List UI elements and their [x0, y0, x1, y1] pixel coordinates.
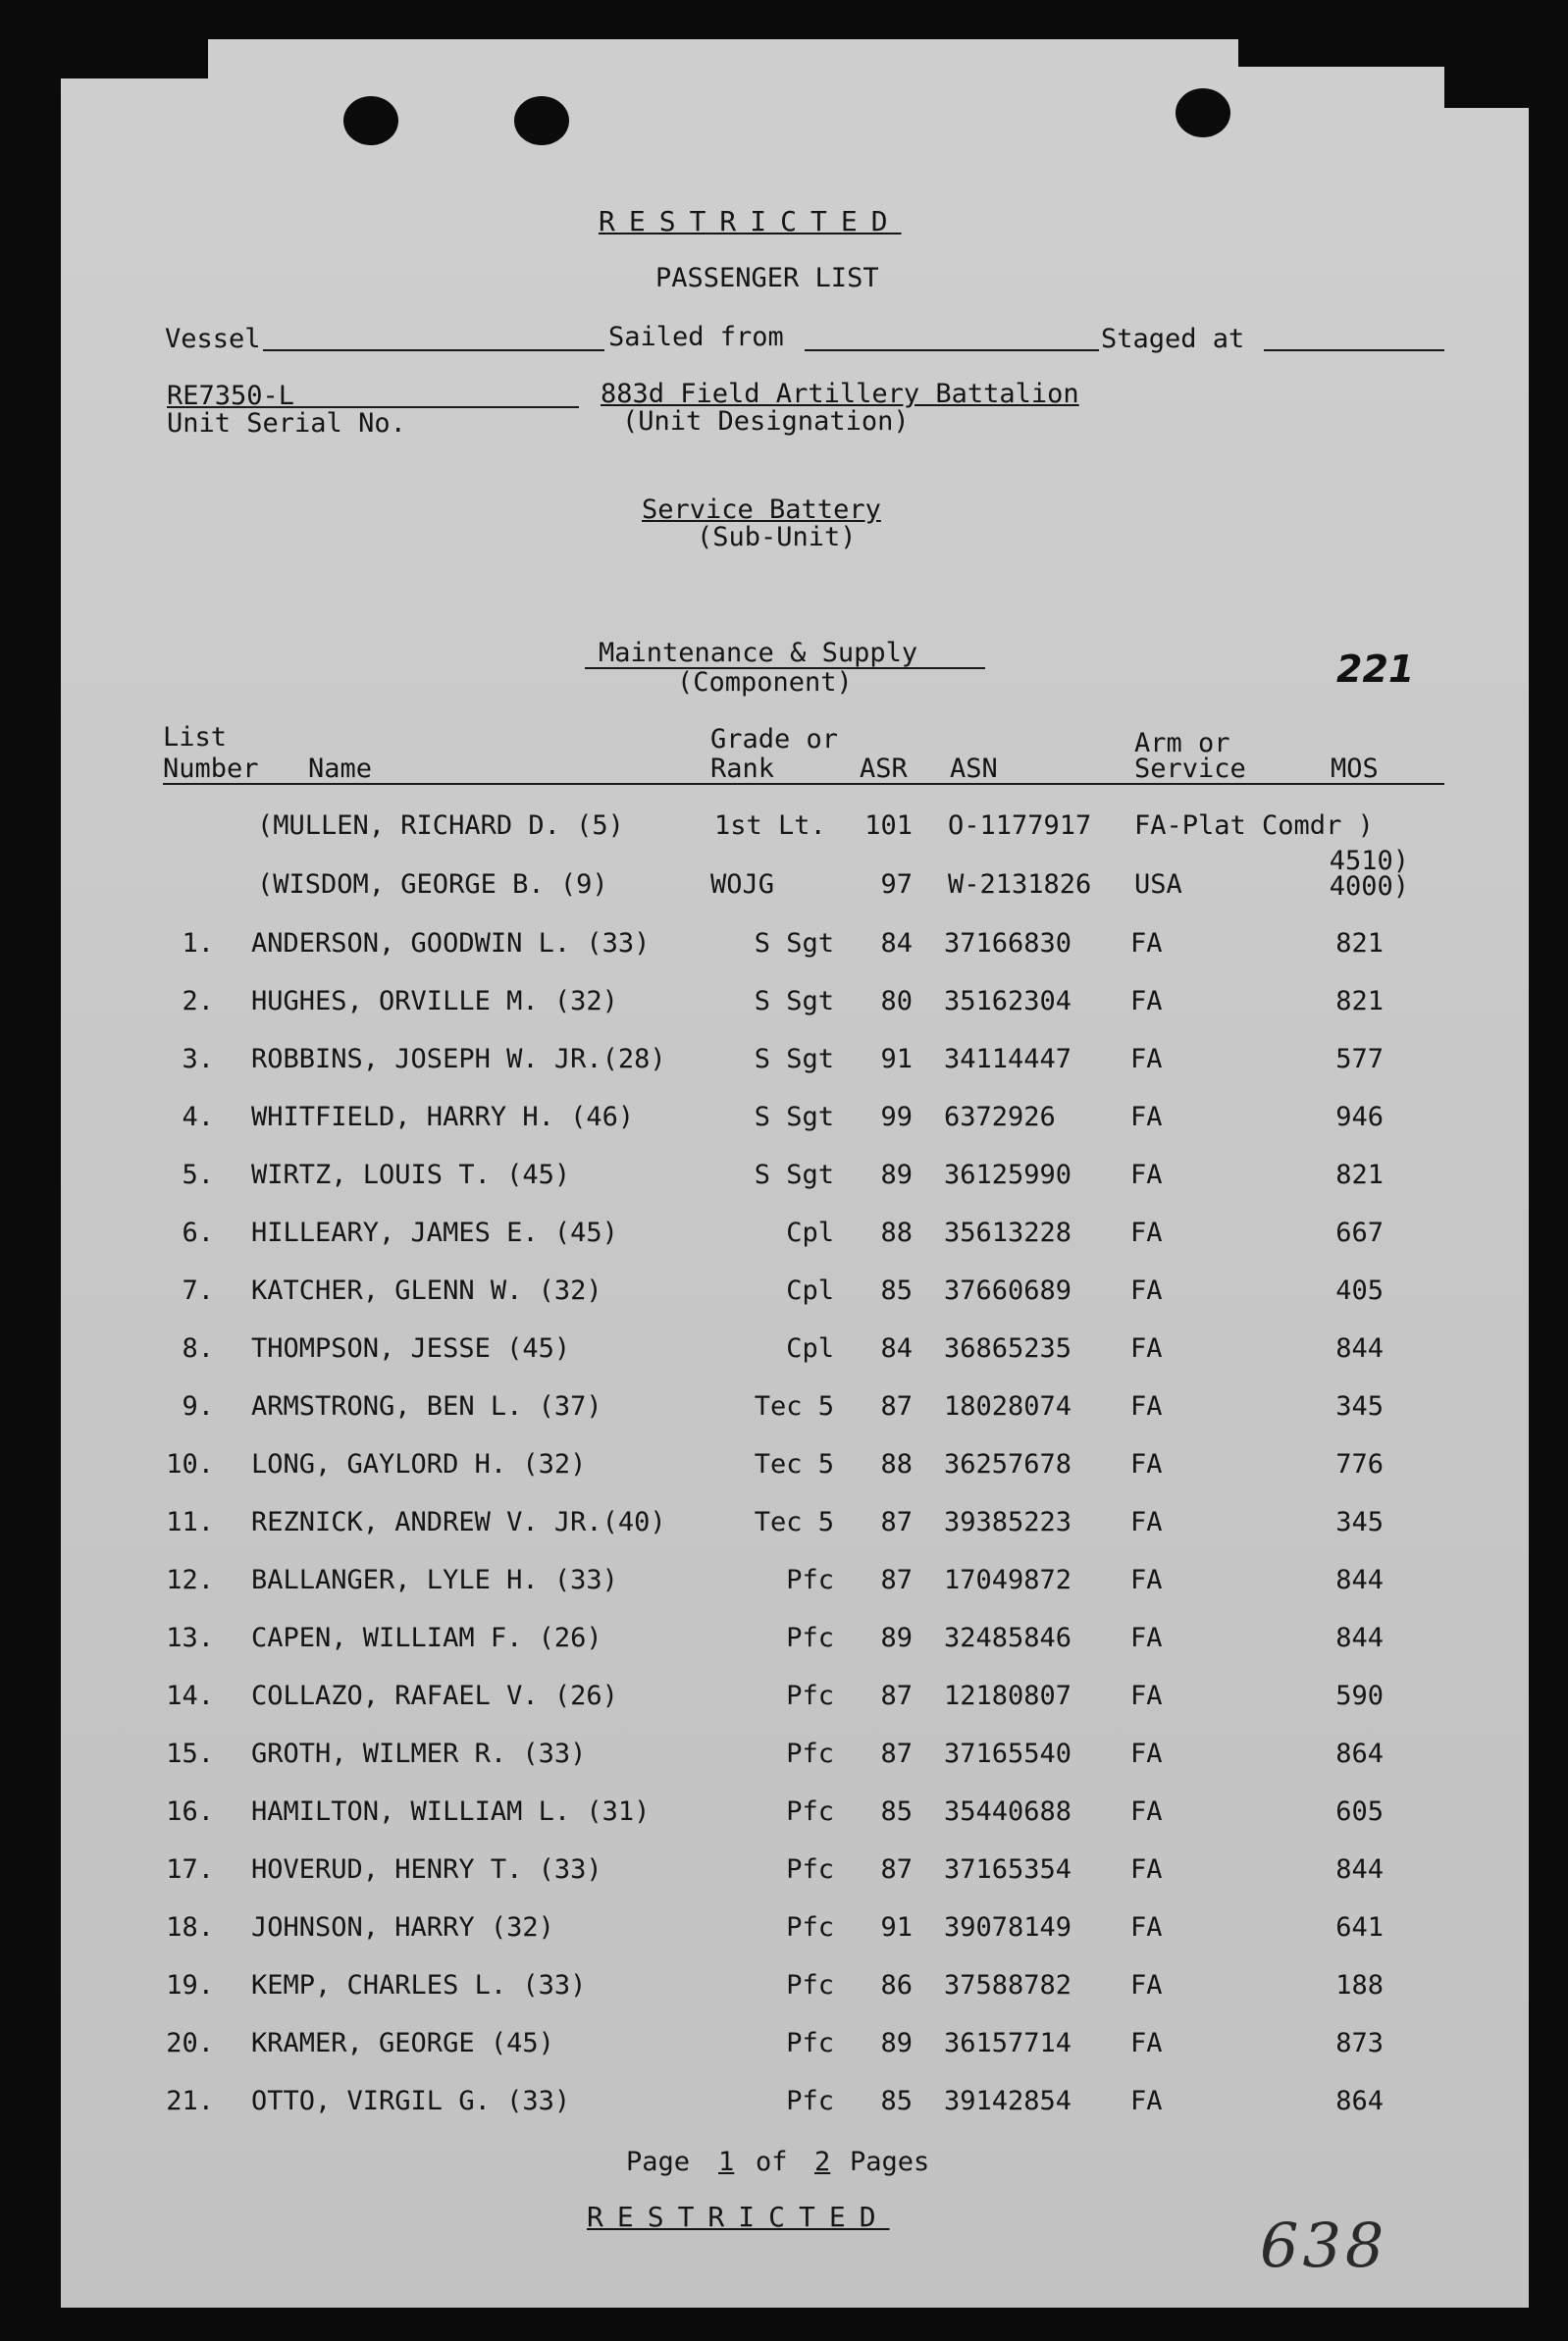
- passenger-asr: 89: [880, 1160, 913, 1190]
- officer-name: (WISDOM, GEORGE B. (9): [257, 869, 608, 900]
- list-number: 1.: [182, 928, 214, 959]
- passenger-mos: 864: [1335, 2086, 1384, 2116]
- passenger-asr: 87: [880, 1507, 913, 1537]
- passenger-rank: Cpl: [786, 1333, 834, 1364]
- passenger-name: THOMPSON, JESSE (45): [251, 1333, 571, 1364]
- passenger-arm: FA: [1130, 1102, 1163, 1132]
- passenger-mos: 821: [1335, 1160, 1384, 1190]
- passenger-name: CAPEN, WILLIAM F. (26): [251, 1623, 602, 1653]
- passenger-name: GROTH, WILMER R. (33): [251, 1739, 587, 1769]
- officer-rank: WOJG: [710, 869, 775, 900]
- passenger-asr: 86: [880, 1970, 913, 2001]
- passenger-asr: 85: [880, 1796, 913, 1827]
- passenger-asr: 91: [880, 1912, 913, 1943]
- restricted-top: RESTRICTED: [599, 205, 902, 237]
- passenger-name: JOHNSON, HARRY (32): [251, 1912, 554, 1943]
- passenger-arm: FA: [1130, 1912, 1163, 1943]
- officer-name: (MULLEN, RICHARD D. (5): [257, 810, 624, 841]
- col-list-1: List: [163, 722, 228, 753]
- passenger-mos: 844: [1335, 1565, 1384, 1595]
- passenger-rank: Pfc: [786, 1565, 834, 1595]
- passenger-arm: FA: [1130, 1854, 1163, 1885]
- passenger-asr: 80: [880, 986, 913, 1016]
- subunit-label: (Sub-Unit): [697, 522, 857, 552]
- passenger-arm: FA: [1130, 1565, 1163, 1595]
- passenger-arm: FA: [1130, 1507, 1163, 1537]
- page-total: 2: [814, 2147, 831, 2177]
- page-current: 1: [718, 2147, 735, 2177]
- passenger-asr: 85: [880, 1275, 913, 1306]
- passenger-rank: Pfc: [786, 1912, 834, 1943]
- passenger-rank: Tec 5: [754, 1449, 834, 1480]
- passenger-asn: 36865235: [944, 1333, 1072, 1364]
- col-asn: ASN: [950, 754, 998, 784]
- passenger-asn: 37165540: [944, 1739, 1072, 1769]
- passenger-name: HUGHES, ORVILLE M. (32): [251, 986, 618, 1016]
- passenger-rank: S Sgt: [754, 1044, 834, 1074]
- torn-edge: [61, 39, 208, 78]
- list-number: 2.: [182, 986, 214, 1016]
- passenger-asn: 39078149: [944, 1912, 1072, 1943]
- passenger-mos: 667: [1335, 1218, 1384, 1248]
- vessel-label: Vessel: [165, 324, 261, 354]
- punch-hole: [343, 96, 398, 145]
- officer-asn: W-2131826: [948, 869, 1092, 900]
- passenger-arm: FA: [1130, 1391, 1163, 1422]
- passenger-mos: 345: [1335, 1391, 1384, 1422]
- passenger-rank: Pfc: [786, 1854, 834, 1885]
- list-number: 9.: [182, 1391, 214, 1422]
- passenger-asn: 37588782: [944, 1970, 1072, 2001]
- passenger-name: ARMSTRONG, BEN L. (37): [251, 1391, 602, 1422]
- passenger-rank: Pfc: [786, 1623, 834, 1653]
- list-number: 18.: [166, 1912, 214, 1943]
- passenger-asr: 84: [880, 928, 913, 959]
- passenger-asr: 89: [880, 2028, 913, 2058]
- passenger-rank: Tec 5: [754, 1391, 834, 1422]
- passenger-arm: FA: [1130, 1970, 1163, 2001]
- passenger-asr: 87: [880, 1565, 913, 1595]
- list-number: 17.: [166, 1854, 214, 1885]
- passenger-asn: 36125990: [944, 1160, 1072, 1190]
- page-prefix: Page: [626, 2147, 691, 2177]
- passenger-name: KRAMER, GEORGE (45): [251, 2028, 554, 2058]
- passenger-name: OTTO, VIRGIL G. (33): [251, 2086, 571, 2116]
- passenger-rank: S Sgt: [754, 986, 834, 1016]
- passenger-mos: 605: [1335, 1796, 1384, 1827]
- passenger-name: KATCHER, GLENN W. (32): [251, 1275, 602, 1306]
- officer-mos: 4000): [1329, 871, 1409, 902]
- list-number: 12.: [166, 1565, 214, 1595]
- passenger-name: REZNICK, ANDREW V. JR.(40): [251, 1507, 666, 1537]
- officer-asr: 101: [864, 810, 913, 841]
- passenger-asr: 88: [880, 1449, 913, 1480]
- passenger-arm: FA: [1130, 1044, 1163, 1074]
- passenger-asn: 35440688: [944, 1796, 1072, 1827]
- list-number: 10.: [166, 1449, 214, 1480]
- passenger-asr: 87: [880, 1854, 913, 1885]
- passenger-asn: 39142854: [944, 2086, 1072, 2116]
- passenger-asr: 88: [880, 1218, 913, 1248]
- passenger-name: BALLANGER, LYLE H. (33): [251, 1565, 618, 1595]
- passenger-mos: 577: [1335, 1044, 1384, 1074]
- list-number: 7.: [182, 1275, 214, 1306]
- passenger-asn: 37166830: [944, 928, 1072, 959]
- list-number: 4.: [182, 1102, 214, 1132]
- passenger-name: KEMP, CHARLES L. (33): [251, 1970, 587, 2001]
- header-rule: [163, 783, 1444, 785]
- passenger-name: LONG, GAYLORD H. (32): [251, 1449, 587, 1480]
- list-number: 20.: [166, 2028, 214, 2058]
- list-number: 3.: [182, 1044, 214, 1074]
- staged-at-blank: [1264, 349, 1444, 351]
- passenger-asr: 84: [880, 1333, 913, 1364]
- passenger-rank: S Sgt: [754, 928, 834, 959]
- passenger-arm: FA: [1130, 1333, 1163, 1364]
- page-of: of: [756, 2147, 788, 2177]
- passenger-arm: FA: [1130, 1739, 1163, 1769]
- officer-mos: 4510): [1329, 846, 1409, 876]
- passenger-arm: FA: [1130, 928, 1163, 959]
- passenger-arm: FA: [1130, 2086, 1163, 2116]
- passenger-name: COLLAZO, RAFAEL V. (26): [251, 1681, 618, 1711]
- passenger-asn: 6372926: [944, 1102, 1056, 1132]
- passenger-mos: 405: [1335, 1275, 1384, 1306]
- passenger-asn: 37165354: [944, 1854, 1072, 1885]
- passenger-rank: Pfc: [786, 1796, 834, 1827]
- list-number: 6.: [182, 1218, 214, 1248]
- officer-asr: 97: [880, 869, 913, 900]
- col-list-2: Number: [163, 754, 259, 784]
- passenger-rank: Pfc: [786, 2028, 834, 2058]
- officer-rank: 1st Lt.: [714, 810, 826, 841]
- passenger-rank: Pfc: [786, 2086, 834, 2116]
- passenger-mos: 776: [1335, 1449, 1384, 1480]
- passenger-asr: 91: [880, 1044, 913, 1074]
- page-number-stamp: 221: [1336, 648, 1415, 691]
- subunit-value: Service Battery: [642, 494, 881, 525]
- passenger-mos: 946: [1335, 1102, 1384, 1132]
- passenger-asn: 36157714: [944, 2028, 1072, 2058]
- passenger-arm: FA: [1130, 1275, 1163, 1306]
- passenger-arm: FA: [1130, 2028, 1163, 2058]
- officer-arm: FA-Plat Comdr ): [1134, 810, 1374, 841]
- torn-edge: [1444, 39, 1529, 108]
- passenger-asr: 99: [880, 1102, 913, 1132]
- col-arm-1: Arm or: [1134, 728, 1230, 758]
- passenger-mos: 590: [1335, 1681, 1384, 1711]
- list-number: 14.: [166, 1681, 214, 1711]
- passenger-name: HAMILTON, WILLIAM L. (31): [251, 1796, 651, 1827]
- list-number: 21.: [166, 2086, 214, 2116]
- punch-hole: [1176, 88, 1230, 137]
- passenger-asn: 32485846: [944, 1623, 1072, 1653]
- handwritten-number: 638: [1260, 2210, 1388, 2281]
- passenger-asr: 89: [880, 1623, 913, 1653]
- vessel-blank: [263, 349, 604, 351]
- passenger-name: ANDERSON, GOODWIN L. (33): [251, 928, 651, 959]
- passenger-asr: 87: [880, 1391, 913, 1422]
- col-grade-2: Rank: [710, 754, 775, 784]
- passenger-mos: 345: [1335, 1507, 1384, 1537]
- passenger-asr: 87: [880, 1681, 913, 1711]
- passenger-arm: FA: [1130, 1218, 1163, 1248]
- passenger-mos: 821: [1335, 928, 1384, 959]
- passenger-asn: 39385223: [944, 1507, 1072, 1537]
- passenger-asn: 34114447: [944, 1044, 1072, 1074]
- list-number: 16.: [166, 1796, 214, 1827]
- passenger-asn: 18028074: [944, 1391, 1072, 1422]
- passenger-name: HILLEARY, JAMES E. (45): [251, 1218, 618, 1248]
- passenger-mos: 844: [1335, 1854, 1384, 1885]
- list-number: 11.: [166, 1507, 214, 1537]
- passenger-mos: 844: [1335, 1623, 1384, 1653]
- col-name: Name: [308, 754, 373, 784]
- passenger-rank: Tec 5: [754, 1507, 834, 1537]
- officer-arm: USA: [1134, 869, 1182, 900]
- col-mos: MOS: [1331, 754, 1379, 784]
- passenger-asn: 36257678: [944, 1449, 1072, 1480]
- staged-at-label: Staged at: [1101, 324, 1245, 354]
- passenger-asn: 35613228: [944, 1218, 1072, 1248]
- passenger-arm: FA: [1130, 1681, 1163, 1711]
- passenger-name: ROBBINS, JOSEPH W. JR.(28): [251, 1044, 666, 1074]
- passenger-mos: 864: [1335, 1739, 1384, 1769]
- list-number: 8.: [182, 1333, 214, 1364]
- passenger-mos: 821: [1335, 986, 1384, 1016]
- col-asr: ASR: [860, 754, 908, 784]
- passenger-rank: S Sgt: [754, 1160, 834, 1190]
- page-suffix: Pages: [850, 2147, 930, 2177]
- passenger-arm: FA: [1130, 1623, 1163, 1653]
- passenger-arm: FA: [1130, 986, 1163, 1016]
- unit-serial-label: Unit Serial No.: [167, 408, 406, 439]
- passenger-rank: S Sgt: [754, 1102, 834, 1132]
- col-arm-2: Service: [1134, 754, 1246, 784]
- col-grade-1: Grade or: [710, 724, 839, 754]
- passenger-mos: 873: [1335, 2028, 1384, 2058]
- passenger-asn: 35162304: [944, 986, 1072, 1016]
- list-number: 13.: [166, 1623, 214, 1653]
- passenger-rank: Pfc: [786, 1681, 834, 1711]
- passenger-asn: 37660689: [944, 1275, 1072, 1306]
- unit-serial-value: RE7350-L: [167, 381, 295, 411]
- passenger-arm: FA: [1130, 1160, 1163, 1190]
- passenger-mos: 188: [1335, 1970, 1384, 2001]
- passenger-name: HOVERUD, HENRY T. (33): [251, 1854, 602, 1885]
- passenger-asr: 85: [880, 2086, 913, 2116]
- component-value: Maintenance & Supply: [599, 638, 918, 668]
- passenger-rank: Pfc: [786, 1739, 834, 1769]
- officer-asn: O-1177917: [948, 810, 1092, 841]
- passenger-rank: Pfc: [786, 1970, 834, 2001]
- list-number: 5.: [182, 1160, 214, 1190]
- restricted-bottom: RESTRICTED: [587, 2201, 890, 2233]
- unit-designation-value: 883d Field Artillery Battalion: [601, 379, 1079, 409]
- passenger-name: WHITFIELD, HARRY H. (46): [251, 1102, 635, 1132]
- passenger-arm: FA: [1130, 1449, 1163, 1480]
- sailed-from-blank: [805, 349, 1099, 351]
- passenger-rank: Cpl: [786, 1275, 834, 1306]
- sailed-from-label: Sailed from: [608, 322, 784, 352]
- list-number: 19.: [166, 1970, 214, 2001]
- component-label: (Component): [677, 667, 853, 698]
- passenger-name: WIRTZ, LOUIS T. (45): [251, 1160, 571, 1190]
- passenger-mos: 844: [1335, 1333, 1384, 1364]
- punch-hole: [514, 96, 569, 145]
- passenger-asn: 12180807: [944, 1681, 1072, 1711]
- passenger-asn: 17049872: [944, 1565, 1072, 1595]
- passenger-mos: 641: [1335, 1912, 1384, 1943]
- page-title: PASSENGER LIST: [655, 263, 879, 293]
- list-number: 15.: [166, 1739, 214, 1769]
- passenger-arm: FA: [1130, 1796, 1163, 1827]
- passenger-rank: Cpl: [786, 1218, 834, 1248]
- unit-designation-label: (Unit Designation): [622, 406, 910, 437]
- passenger-asr: 87: [880, 1739, 913, 1769]
